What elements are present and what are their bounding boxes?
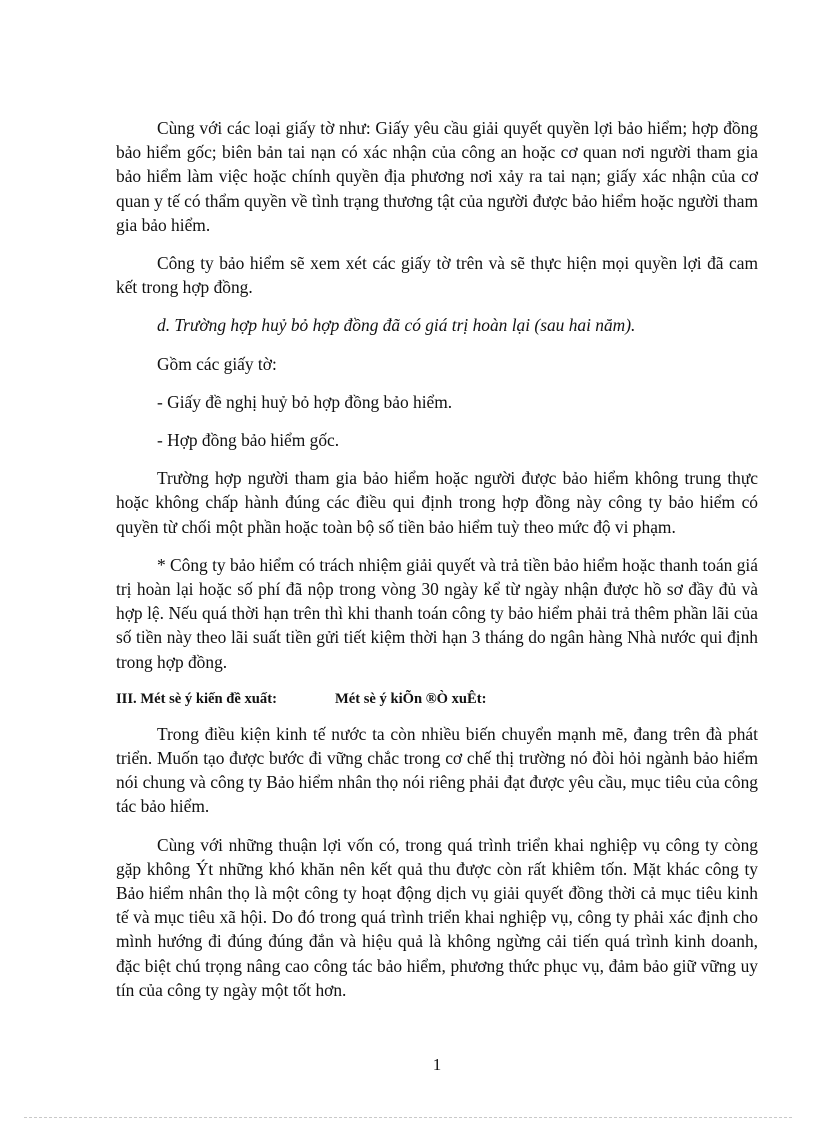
subheading-cancellation: d. Trường hợp huỷ bỏ hợp đồng đã có giá trị hoàn lại (sau hai năm).: [157, 315, 636, 336]
document-page: [116, 116, 758, 1016]
paragraph-company-direction: Cùng với những thuận lợi vốn có, trong quá trình triển khai nghiệp vụ công ty còng gặp không Ýt những khó khăn nên kết quả thu được còn rất khiêm tốn. Mặt khác công ty Bảo hiểm nhân thọ là một công ty hoạt động dịch vụ giải quyết đồng thời cả mục tiêu kinh tế và mục tiêu xã hội. Do đó trong quá trình triển khai nghiệp vụ, công ty phải xác định cho mình hướng đi đúng đúng đắn và hiệu quả là không ngừng cải tiến quá trình kinh doanh, đặc biệt chú trọng nâng cao công tác bảo hiểm, phương thức phục vụ, đảm bảo giữ vững uy tín của công ty ngày một tốt hơn.: [116, 834, 758, 1000]
paragraph-company-review: Công ty bảo hiểm sẽ xem xét các giấy tờ trên và sẽ thực hiện mọi quyền lợi đã cam kết trong hợp đồng.: [116, 253, 758, 298]
paragraph-economic-context: Trong điều kiện kinh tế nước ta còn nhiều biến chuyển mạnh mẽ, đang trên đà phát triển. Muốn tạo được bước đi vững chắc trong cơ chế thị trường nó đòi hỏi ngành bảo hiểm nói chung và công ty Bảo hiểm nhân thọ nói riêng phải đạt được yêu cầu, mục tiêu của công tác bảo hiểm.: [116, 723, 758, 817]
paragraph-refusal-rights: Trường hợp người tham gia bảo hiểm hoặc người được bảo hiểm không trung thực hoặc không chấp hành đúng các điều qui định trong hợp đồng này công ty bảo hiểm có quyền từ chối một phần hoặc toàn bộ số tiền bảo hiểm tuỳ theo mức độ vi phạm.: [116, 468, 758, 537]
paragraph-claim-documents: Cùng với các loại giấy tờ như: Giấy yêu cầu giải quyết quyền lợi bảo hiểm; hợp đồng bảo hiểm gốc; biên bản tai nạn có xác nhận của công an hoặc cơ quan nơi người tham gia bảo hiểm làm việc hoặc chính quyền địa phương nơi xảy ra tai nạn; giấy xác nhận của cơ quan y tế có thẩm quyền về tình trạng thương tật của người được bảo hiểm hoặc người tham gia bảo hiểm.: [116, 118, 758, 235]
section-heading: [116, 688, 758, 710]
paragraph-documents-list-intro: Gồm các giấy tờ:: [157, 353, 277, 374]
page-bottom-divider: [24, 1117, 792, 1118]
section-heading-text: III. Mét sè ý kiến đề xuất:: [116, 690, 277, 707]
paragraph-payment-obligation: * Công ty bảo hiểm có trách nhiệm giải quyết và trả tiền bảo hiểm hoặc thanh toán giá trị hoàn lại hoặc số phí đã nộp trong vòng 30 ngày kể từ ngày nhận được hồ sơ đầy đủ và hợp lệ. Nếu quá thời hạn trên thì khi thanh toán công ty bảo hiểm phải trả thêm phần lãi của số tiền này theo lãi suất tiền gửi tiết kiệm thời hạn 3 tháng do ngân hàng Nhà nước qui định trong hợp đồng.: [116, 554, 758, 672]
section-heading-garbled-text: Mét sè ý kiÕn ®Ò xuÊt:: [334, 690, 487, 707]
page-number: 1: [432, 1055, 442, 1074]
list-item-cancellation-request: - Giấy đề nghị huỷ bỏ hợp đồng bảo hiểm.: [157, 391, 453, 412]
list-item-original-contract: - Hợp đồng bảo hiểm gốc.: [157, 430, 340, 451]
